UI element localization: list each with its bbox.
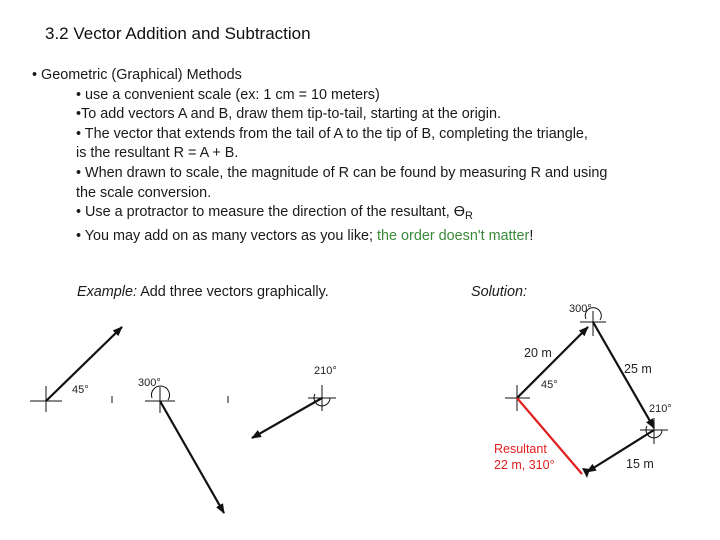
example-vector-2 (138, 377, 224, 513)
vector-arrow-3 (252, 398, 322, 438)
angle-label-300: 300° (138, 377, 161, 389)
label-15m: 15 m (626, 457, 654, 471)
bullet-tip-to-tail: •To add vectors A and B, draw them tip-to-tail, starting at the origin. (76, 106, 501, 123)
solution-angle-45: 45° (541, 379, 558, 391)
bullet-magnitude-line2: the scale conversion. (76, 184, 212, 201)
solution-diagram (494, 303, 672, 478)
bullet-order-end: ! (529, 227, 534, 244)
solution-label: Solution: (471, 284, 528, 300)
angle-label-210: 210° (314, 365, 337, 377)
resultant-title: Resultant (494, 442, 547, 456)
vector-arrow-2 (160, 401, 224, 513)
label-25m: 25 m (624, 362, 652, 376)
example-vector-3 (252, 365, 337, 438)
bullet-geometric-methods: • Geometric (Graphical) Methods (32, 67, 242, 83)
theta-subscript: R (464, 210, 473, 223)
bullet-order-text: • You may add on as many vectors as you like; (76, 227, 378, 244)
bullet-magnitude-line1: • When drawn to scale, the magnitude of R can be found by measuring R and using (76, 164, 608, 181)
bullet-protractor-text: • Use a protractor to measure the direction of the resultant, ϴ (76, 204, 465, 221)
solution-angle-300: 300° (569, 303, 592, 315)
bullet-resultant-line2: is the resultant R = A + B. (76, 145, 239, 162)
slide-title: 3.2 Vector Addition and Subtraction (45, 24, 311, 43)
solution-angle-210: 210° (649, 403, 672, 415)
example-label: Example: (77, 284, 137, 300)
resultant-arrowhead (582, 468, 590, 478)
resultant-value: 22 m, 310° (494, 458, 555, 472)
example-text: Add three vectors graphically. (137, 284, 329, 300)
label-20m: 20 m (524, 346, 552, 360)
order-emphasis: the order doesn't matter (377, 227, 530, 244)
angle-label-45: 45° (72, 384, 89, 396)
example-vector-1 (30, 327, 122, 412)
bullet-scale: • use a convenient scale (ex: 1 cm = 10 meters) (76, 86, 380, 103)
bullet-resultant-line1: • The vector that extends from the tail of A to the tip of B, completing the triangle, (76, 125, 588, 142)
